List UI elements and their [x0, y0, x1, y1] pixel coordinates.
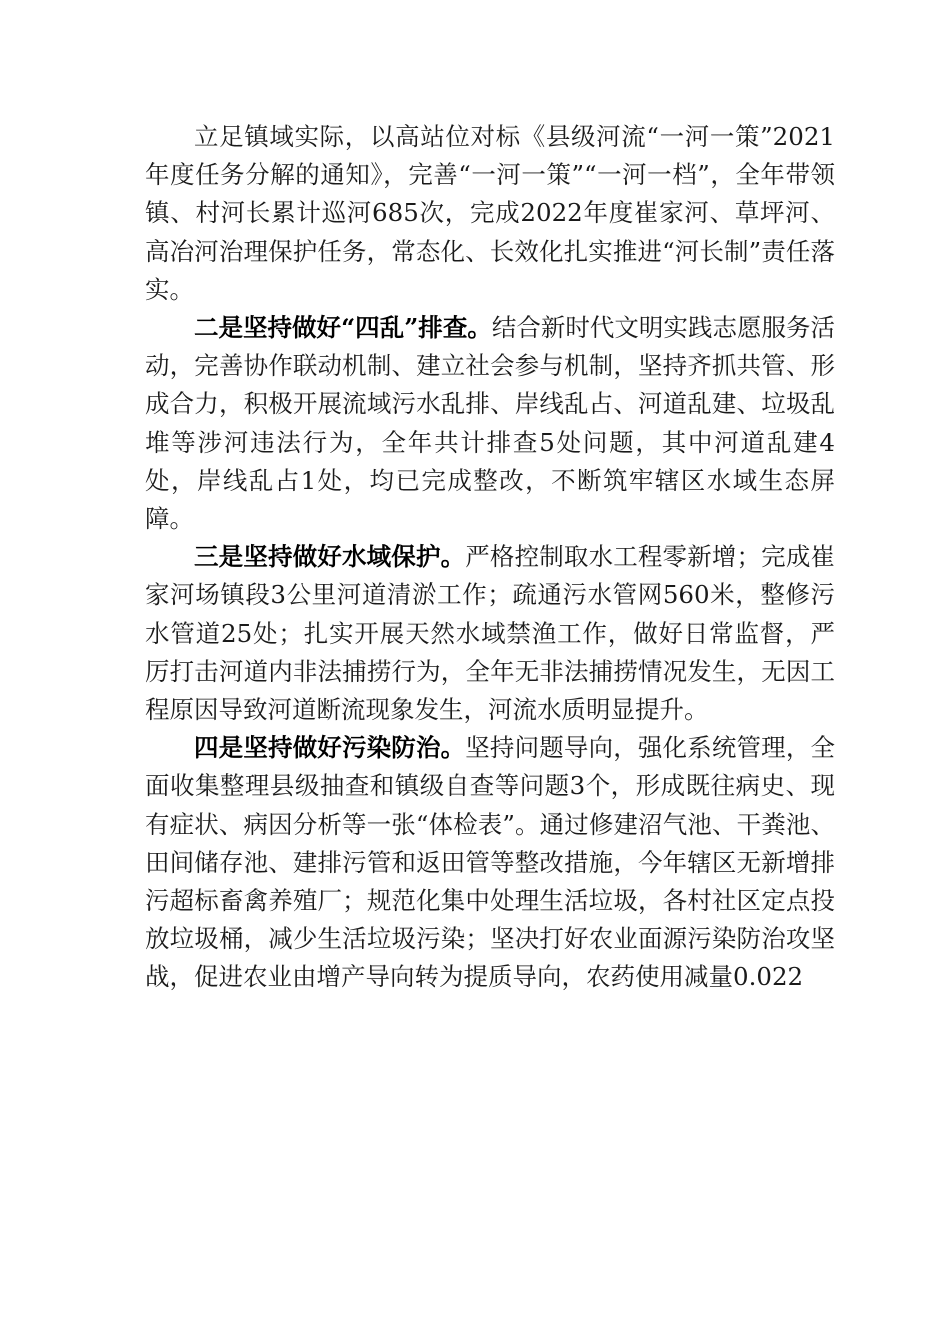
paragraph-four-chaos-inspection — [145, 309, 835, 538]
paragraph-pollution-control — [145, 729, 835, 996]
paragraph-text: 立足镇域实际，以高站位对标《县级河流“一河一策”2021年度任务分解的通知》，完善“一河一策”“一河一档”，全年带领镇、村河长累计巡河685次，完成2022年度崔家河、草坪河、高冶河治理保护任务，常态化、长效化扎实推进“河长制”责任落实。 — [145, 122, 835, 304]
paragraph-heading: 三是坚持做好水域保护。 — [194, 542, 466, 572]
paragraph-text: 坚持问题导向，强化系统管理，全面收集整理县级抽查和镇级自查等问题3个，形成既往病史、现有症状、病因分析等一张“体检表”。通过修建沼气池、干粪池、田间储存池、建排污管和返田管等整改措施，今年辖区无新增排污超标畜禽养殖厂；规范化集中处理生活垃圾，各村社区定点投放垃圾桶，减少生活垃圾污染；坚决打好农业面源污染防治攻坚战，促进农业由增产导向转为提质导向，农药使用减量0.022 — [145, 733, 836, 992]
paragraph-text: 严格控制取水工程零新增；完成崔家河场镇段3公里河道清淤工作；疏通污水管网560米，整修污水管道25处；扎实开展天然水域禁渔工作，做好日常监督，严厉打击河道内非法捕捞行为，全年无非法捕捞情况发生，无因工程原因导致河道断流现象发生，河流水质明显提升。 — [145, 542, 836, 725]
paragraph-heading: 四是坚持做好污染防治。 — [194, 733, 466, 763]
paragraph-water-protection — [145, 538, 835, 729]
paragraph-river-chief-system — [145, 118, 835, 309]
paragraph-heading: 二是坚持做好“四乱”排查。 — [194, 313, 492, 343]
paragraph-text: 结合新时代文明实践志愿服务活动，完善协作联动机制、建立社会参与机制，坚持齐抓共管、形成合力，积极开展流域污水乱排、岸线乱占、河道乱建、垃圾乱堆等涉河违法行为，全年共计排查5处问题，其中河道乱建4处，岸线乱占1处，均已完成整改，不断筑牢辖区水域生态屏障。 — [145, 313, 835, 534]
document-body — [145, 118, 835, 997]
